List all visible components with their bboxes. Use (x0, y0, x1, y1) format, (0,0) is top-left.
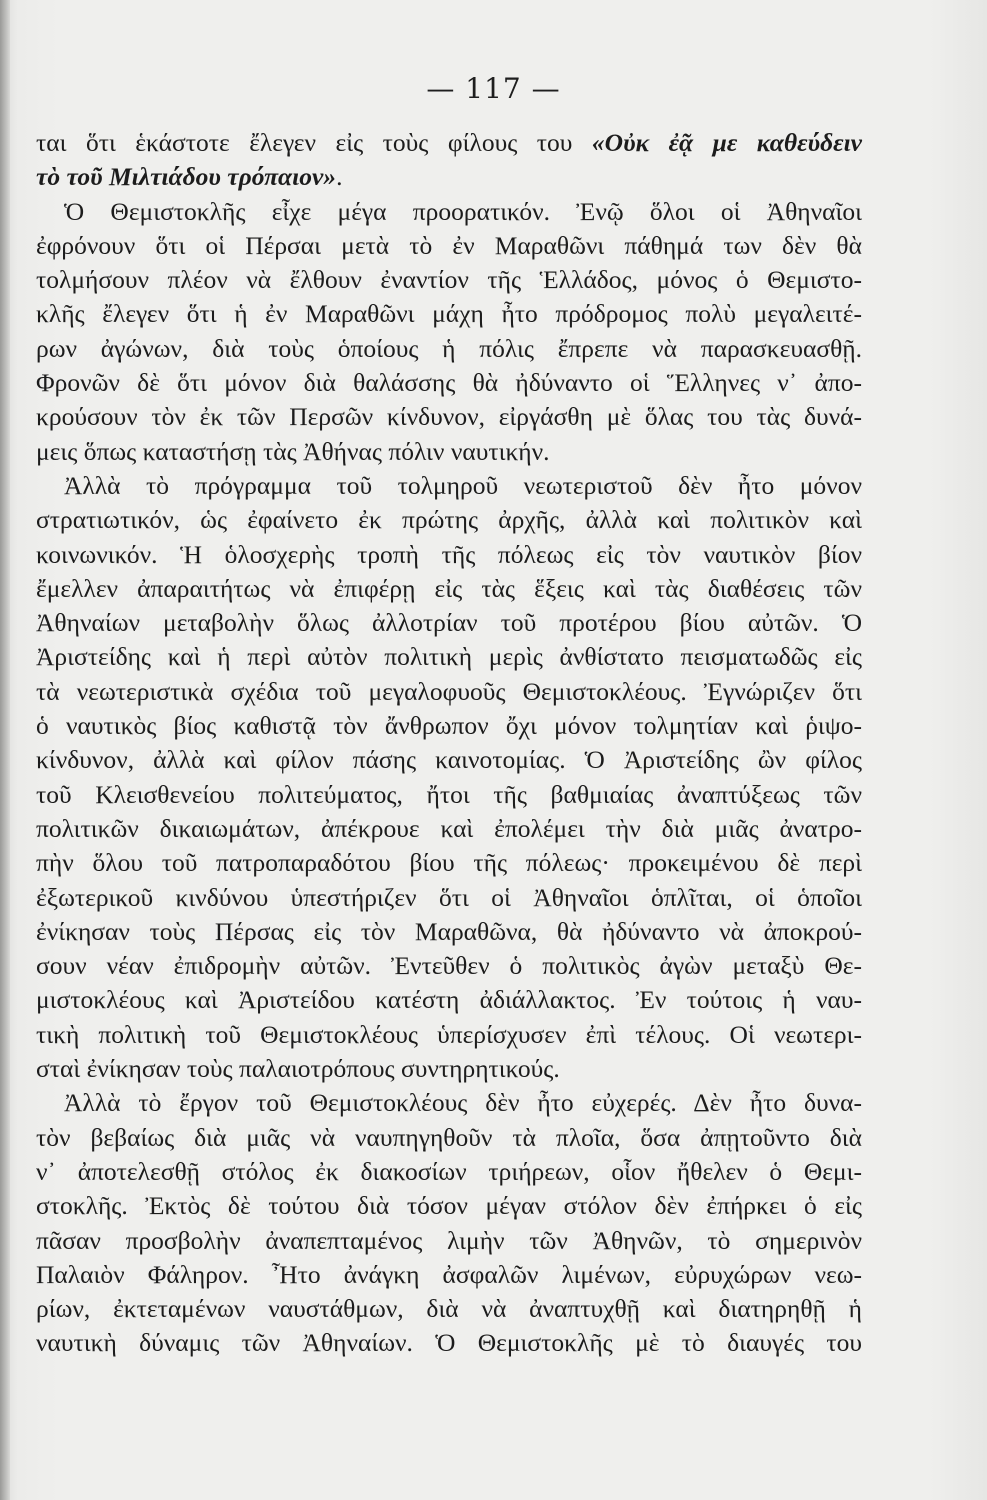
text-line: σταὶ ἐνίκησαν τοὺς παλαιοτρόπους συντηρητικούς. (36, 1054, 560, 1084)
text-line: στοκλῆς. Ἐκτὸς δὲ τούτου διὰ τόσον μέγαν στόλον δὲν ἐπήρκει ὁ εἰς (36, 1191, 862, 1221)
text-line: ναυτικὴ δύναμις τῶν Ἀθηναίων. Ὁ Θεμιστοκλῆς μὲ τὸ διαυγές του (36, 1328, 862, 1358)
binding-gutter (0, 0, 10, 1500)
text-line: κρούσουν τὸν ἐκ τῶν Περσῶν κίνδυνον, εἰργάσθη μὲ ὅλας του τὰς δυνά- (36, 402, 862, 432)
text-line: μιστοκλέους καὶ Ἀριστείδου κατέστη ἀδιάλλακτος. Ἐν τούτοις ἡ ναυ- (36, 985, 862, 1015)
text-line: τὸν βεβαίως διὰ μιᾶς νὰ ναυπηγηθοῦν τὰ πλοῖα, ὅσα ἀπῃτοῦντο διὰ (36, 1122, 862, 1152)
text-line: πολιτικῶν δικαιωμάτων, ἀπέκρουε καὶ ἐπολέμει τὴν διὰ μιᾶς ἀνατρο- (36, 813, 862, 843)
text-line: ρίων, ἐκτεταμένων ναυστάθμων, διὰ νὰ ἀναπτυχθῇ καὶ διατηρηθῇ ἡ (36, 1294, 862, 1324)
body-text (36, 126, 862, 1361)
text-line: Παλαιὸν Φάληρον. Ἦτο ἀνάγκη ἀσφαλῶν λιμένων, εὐρυχώρων νεω- (36, 1259, 862, 1289)
text-line: Φρονῶν δὲ ὅτι μόνον διὰ θαλάσσης θὰ ἠδύναντο οἱ Ἕλληνες ν᾽ ἀπο- (36, 368, 862, 398)
text-line: ἐφρόνουν ὅτι οἱ Πέρσαι μετὰ τὸ ἐν Μαραθῶνι πάθημά των δὲν θὰ (36, 230, 862, 260)
text-line: Ἀριστείδης καὶ ἡ περὶ αὐτὸν πολιτικὴ μερὶς ἀνθίστατο πεισματωδῶς εἰς (36, 642, 862, 672)
paragraph-start-line: Ὁ Θεμιστοκλῆς εἶχε μέγα προορατικόν. Ἐνῷ ὅλοι οἱ Ἀθηναῖοι (64, 196, 862, 226)
text-line: τολμήσουν πλέον νὰ ἔλθουν ἐναντίον τῆς Ἑλλάδος, μόνος ὁ Θεμιστο- (36, 265, 862, 295)
text-line: πᾶσαν προσβολὴν ἀναπεπταμένος λιμὴν τῶν Ἀθηνῶν, τὸ σημερινὸν (36, 1225, 862, 1255)
text-line: κλῆς ἔλεγεν ὅτι ἡ ἐν Μαραθῶνι μάχη ἦτο πρόδρομος πολὺ μεγαλειτέ- (36, 299, 862, 329)
text-line: στρατιωτικόν, ὡς ἐφαίνετο ἐκ πρώτης ἀρχῆς, ἀλλὰ καὶ πολιτικὸν καὶ (36, 505, 862, 535)
text-line: τὸ τοῦ Μιλτιάδου τρόπαιον». (36, 162, 343, 192)
text-line: ν᾽ ἀποτελεσθῇ στόλος ἐκ διακοσίων τριήρεων, οἷον ἤθελεν ὁ Θεμι- (36, 1156, 862, 1186)
text-line: κίνδυνον, ἀλλὰ καὶ φίλον πάσης καινοτομίας. Ὁ Ἀριστείδης ὢν φίλος (36, 745, 862, 775)
text-line: ὁ ναυτικὸς βίος καθιστᾷ τὸν ἄνθρωπον ὄχι μόνον τολμητίαν καὶ ῥιψο- (36, 711, 862, 741)
text-line: τοῦ Κλεισθενείου πολιτεύματος, ἤτοι τῆς βαθμιαίας ἀναπτύξεως τῶν (36, 779, 862, 809)
text-line: ἐξωτερικοῦ κινδύνου ὑπεστήριζεν ὅτι οἱ Ἀθηναῖοι ὁπλῖται, οἱ ὁποῖοι (36, 882, 862, 912)
text-line: ρων ἀγώνων, διὰ τοὺς ὁποίους ἡ πόλις ἔπρεπε νὰ παρασκευασθῇ. (36, 333, 862, 363)
text-line: μεις ὅπως καταστήσῃ τὰς Ἀθήνας πόλιν ναυτικήν. (36, 436, 550, 466)
paragraph-start-line: Ἀλλὰ τὸ ἔργον τοῦ Θεμιστοκλέους δὲν ἦτο εὐχερές. Δὲν ἦτο δυνα- (64, 1088, 862, 1118)
text-line: κοινωνικόν. Ἡ ὁλοσχερὴς τροπὴ τῆς πόλεως εἰς τὸν ναυτικὸν βίον (36, 539, 862, 569)
text-line: πὴν ὅλου τοῦ πατροπαραδότου βίου τῆς πόλεως· προκειμένου δὲ περὶ (36, 848, 862, 878)
text-line: τικὴ πολιτικὴ τοῦ Θεμιστοκλέους ὑπερίσχυσεν ἐπὶ τέλους. Οἱ νεωτερι- (36, 1019, 862, 1049)
text-line: τὰ νεωτεριστικὰ σχέδια τοῦ μεγαλοφυοῦς Θεμιστοκλέους. Ἐγνώριζεν ὅτι (36, 676, 862, 706)
page-number: — 117 — (426, 72, 561, 105)
paragraph-start-line: Ἀλλὰ τὸ πρόγραμμα τοῦ τολμηροῦ νεωτεριστοῦ δὲν ἦτο μόνον (64, 470, 862, 500)
text-line: σουν νέαν ἐπιδρομὴν αὐτῶν. Ἐντεῦθεν ὁ πολιτικὸς ἀγὼν μεταξὺ Θε- (36, 951, 862, 981)
text-line: ἔμελλεν ἀπαραιτήτως νὰ ἐπιφέρῃ εἰς τὰς ἕξεις καὶ τὰς διαθέσεις τῶν (36, 573, 862, 603)
text-line: ἐνίκησαν τοὺς Πέρσας εἰς τὸν Μαραθῶνα, θὰ ἠδύναντο νὰ ἀποκρού- (36, 916, 862, 946)
text-line: Ἀθηναίων μεταβολὴν ὅλως ἀλλοτρίαν τοῦ προτέρου βίου αὐτῶν. Ὁ (36, 608, 862, 638)
text-line: ται ὅτι ἑκάστοτε ἔλεγεν εἰς τοὺς φίλους του «Οὐκ ἐᾷ με καθεύδειν (36, 128, 862, 157)
